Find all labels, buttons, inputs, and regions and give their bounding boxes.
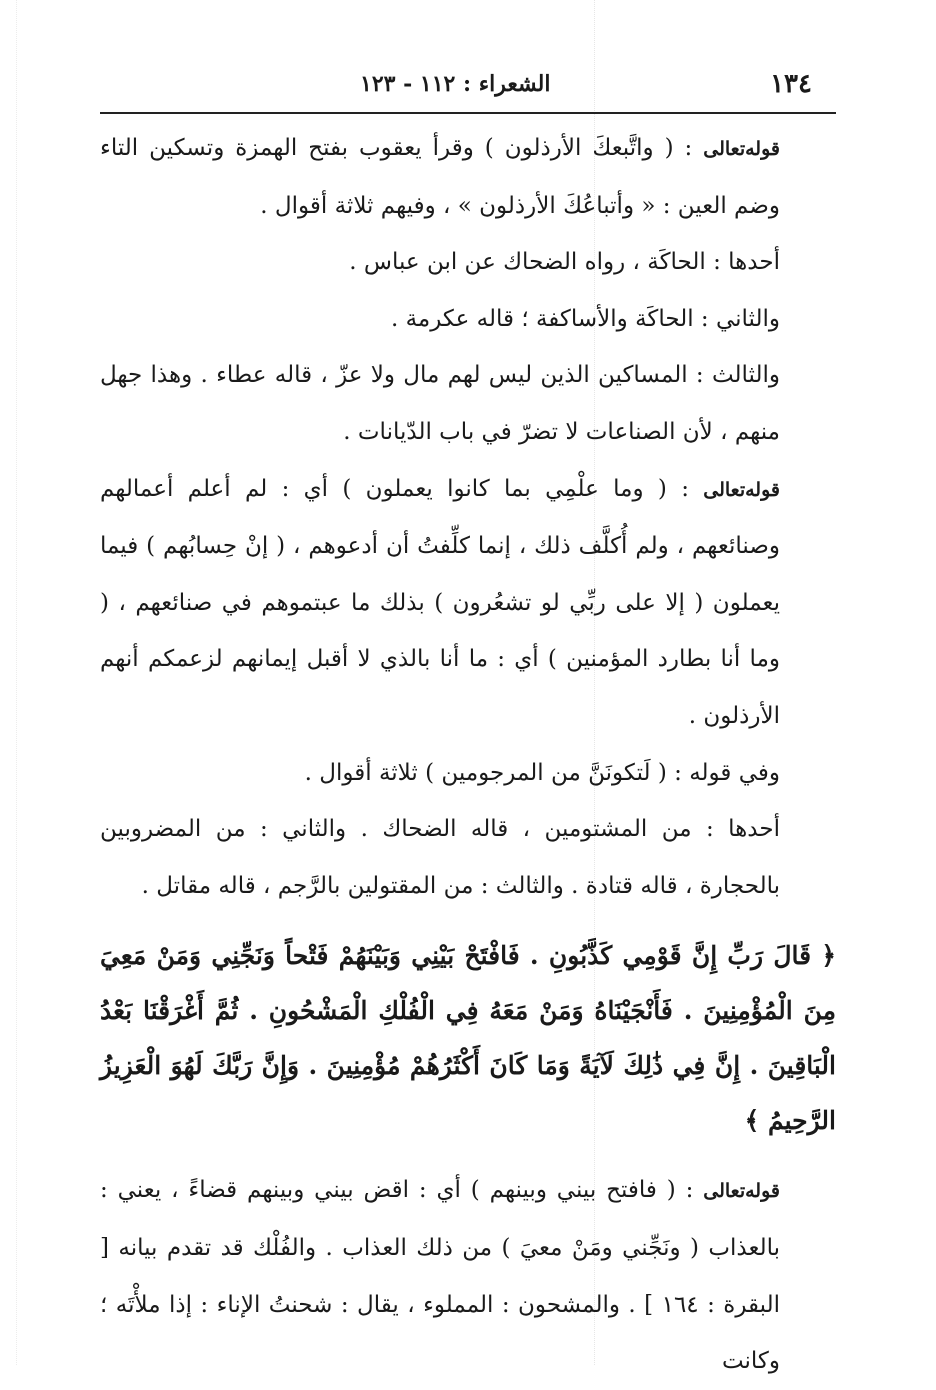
paragraph: [100, 801, 836, 914]
paragraph-text: : ( فافتح بيني وبينهم ) أي : اقض بيني وبينهم قضاءً ، يعني : بالعذاب ( ونَجِّني ومَنْ معيَ ) من ذلك العذاب . والفُلْك قد تقدم بيانه [ البقرة : ١٦٤ ] . والمشحون : المملوء ، يقال : شحنتُ الإناء : إذا ملأْتَه ؛ وكانت: [100, 1177, 780, 1375]
paragraph: [100, 291, 836, 348]
page-edge: [16, 0, 17, 1365]
paragraph-lead: قوله‌تعالى: [703, 1180, 780, 1203]
paragraph: [100, 234, 836, 291]
page-number: ١٣٤: [770, 69, 812, 99]
page-body: [100, 120, 836, 1390]
paragraph-text: : ( وما علْمِي بما كانوا يعملون ) أي : لم أعلم أعمالهم وصنائعهم ، ولم أُكلَّف ذلك ، إنما كلِّفتُ أن أدعوهم ، ( إنْ حِسابُهم ) فيما يعملون ( إلا على ربِّي لو تشعُرون ) بذلك ما عبتموهم في صنائعهم ، ( وما أنا بطارد المؤمنين ) أي : ما أنا بالذي لا أقبل إيمانهم لزعمكم أنهم الأرذلون .: [100, 475, 780, 729]
paragraph: [100, 1162, 836, 1389]
paragraph-text: : ( واتَّبعكَ الأرذلون ) وقرأ يعقوب بفتح الهمزة وتسكين التاء وضم العين : « وأتباعُكَ الأرذلون » ، وفيهم ثلاثة أقوال .: [100, 135, 780, 219]
paragraph: [100, 745, 836, 802]
paragraph-text: أحدها : الحاكَة ، رواه الضحاك عن ابن عباس .: [349, 249, 780, 276]
paragraph-text: وفي قوله : ( لَتكونَنَّ من المرجومين ) ثلاثة أقوال .: [304, 759, 780, 786]
running-title: الشعراء : ١١٢ - ١٢٣: [360, 71, 551, 97]
paragraph: [100, 120, 836, 234]
paragraph-text: والثاني : الحاكَة والأساكفة ؛ قاله عكرمة .: [390, 305, 780, 332]
paragraph: [100, 461, 836, 745]
paragraph-lead: قوله‌تعالى: [703, 138, 780, 160]
paragraph-text: والثالث : المساكين الذين ليس لهم مال ولا عزّ ، قاله عطاء . وهذا جهل منهم ، لأن الصناعات لا تضرّ في باب الدّيانات .: [100, 362, 780, 445]
page-header: [100, 62, 836, 106]
paragraph: [100, 347, 836, 460]
quran-verse-block: ﴿ قَالَ رَبِّ إِنَّ قَوْمِي كَذَّبُونِ . فَافْتَحْ بَيْنِي وَبَيْنَهُمْ فَتْحاً وَنَجِّنِي وَمَنْ مَعِيَ مِنَ الْمُؤْمِنِينَ . فَأَنْجَيْنَاهُ وَمَنْ مَعَهُ فِي الْفُلْكِ الْمَشْحُونِ . ثُمَّ أَغْرَقْنَا بَعْدُ الْبَاقِينَ . إِنَّ فِي ذَٰلِكَ لَآيَةً وَمَا كَانَ أَكْثَرُهُمْ مُؤْمِنِينَ . وَإِنَّ رَبَّكَ لَهُوَ الْعَزِيزُ الرَّحِيمُ ﴾: [100, 941, 836, 1136]
header-rule: [100, 112, 836, 114]
paragraph-lead: قوله‌تعالى: [703, 478, 780, 501]
paragraph-text: أحدها : من المشتومين ، قاله الضحاك . والثاني : من المضروبين بالحجارة ، قاله قتادة . والثالث : من المقتولين بالرَّجم ، قاله مقاتل .: [100, 816, 780, 899]
